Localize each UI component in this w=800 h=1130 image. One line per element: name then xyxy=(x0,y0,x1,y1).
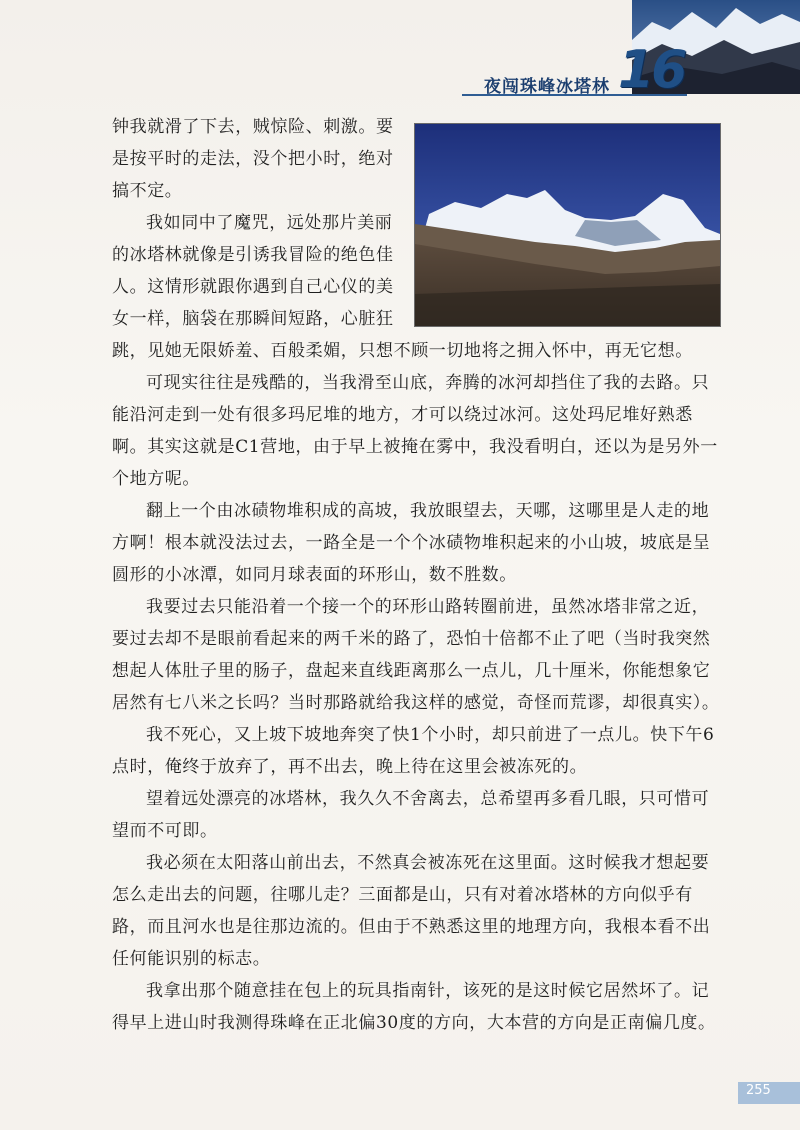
chapter-title: 夜闯珠峰冰塔林 xyxy=(484,77,610,97)
paragraph: 我不死心，又上坡下坡地奔突了快1个小时，却只前进了一点儿。快下午6点时，俺终于放弃了，再不出去，晚上待在这里会被冻死的。 xyxy=(112,725,715,777)
paragraph: 钟我就滑了下去，贼惊险、刺激。要是按平时的走法，没个把小时，绝对搞不定。 xyxy=(112,117,394,201)
paragraph: 我要过去只能沿着一个接一个的环形山路转圈前进，虽然冰塔非常之近，要过去却不是眼前看起来的两千米的路了，恐怕十倍都不止了吧（当时我突然想起人体肚子里的肠子，盘起来直线距离那么一点儿，几十厘米，你能想象它居然有七八米之长吗？当时那路就给我这样的感觉，奇怪而荒谬，却很真实）。 xyxy=(112,597,720,713)
chapter-number: 16 xyxy=(618,40,685,100)
paragraph: 我如同中了魔咒，远处那片美丽的冰塔林就像是引诱我冒险的绝色佳人。这情形就跟你遇到自己心仪的美女一样，脑袋在那瞬间短路，心脏狂跳，见她无限娇羞、百般柔媚，只想不顾一切地将之拥入怀中，再无它想。 xyxy=(112,213,693,361)
body-text xyxy=(112,111,724,1039)
paragraph: 可现实往往是残酷的，当我滑至山底，奔腾的冰河却挡住了我的去路。只能沿河走到一处有很多玛尼堆的地方，才可以绕过冰河。这处玛尼堆好熟悉啊。其实这就是C1营地，由于早上被掩在雾中，我没看明白，还以为是另外一个地方呢。 xyxy=(112,373,718,489)
paragraph: 我拿出那个随意挂在包上的玩具指南针，该死的是这时候它居然坏了。记得早上进山时我测得珠峰在正北偏30度的方向，大本营的方向是正南偏几度。 xyxy=(112,981,716,1033)
page-number: 255 xyxy=(746,1083,771,1098)
paragraph: 翻上一个由冰碛物堆积成的高坡，我放眼望去，天哪，这哪里是人走的地方啊！根本就没法过去，一路全是一个个冰碛物堆积起来的小山坡，坡底是呈圆形的小冰潭，如同月球表面的环形山，数不胜数。 xyxy=(112,501,711,585)
paragraph: 望着远处漂亮的冰塔林，我久久不舍离去，总希望再多看几眼，只可惜可望而不可即。 xyxy=(112,789,710,841)
photo-wrap-spacer xyxy=(408,207,724,319)
paragraph-wrapped xyxy=(112,207,724,367)
paragraph: 我必须在太阳落山前出去，不然真会被冻死在这里面。这时候我才想起要怎么走出去的问题，往哪儿走？三面都是山，只有对着冰塔林的方向似乎有路，而且河水也是往那边流的。但由于不熟悉这里的地理方向，我根本看不出任何能识别的标志。 xyxy=(112,853,711,969)
